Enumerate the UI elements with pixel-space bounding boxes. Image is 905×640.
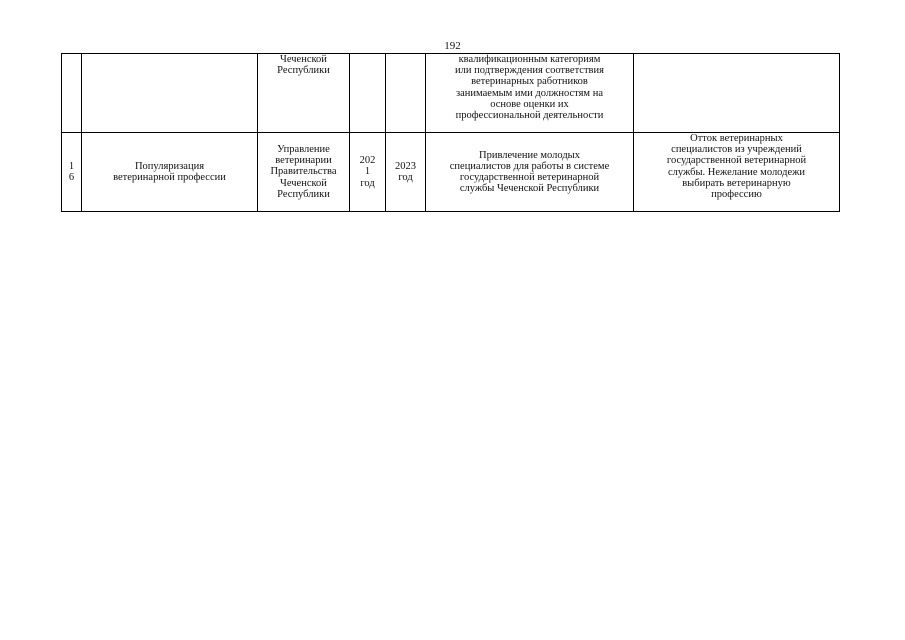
executor-line: Республики bbox=[277, 188, 330, 200]
executor-line: Правительства bbox=[270, 166, 337, 178]
end-year-cell bbox=[386, 54, 426, 133]
executor-line: ветеринарии bbox=[275, 155, 332, 167]
executor-line: Республики bbox=[277, 65, 330, 77]
start-year-line: 202 bbox=[359, 155, 376, 167]
result-line: специалистов для работы в системе bbox=[449, 160, 610, 172]
risk-line: государственной ветеринарной bbox=[666, 155, 807, 167]
executor-cell bbox=[258, 133, 350, 212]
start-year-cell bbox=[350, 133, 386, 212]
measure-name-cell bbox=[82, 133, 258, 212]
result-line: профессиональной деятельности bbox=[455, 110, 604, 122]
risk-line: выбирать ветеринарную bbox=[682, 177, 791, 189]
executor-line: Чеченской bbox=[280, 54, 327, 65]
executor-line: Чеченской bbox=[280, 177, 327, 189]
row-number-cell bbox=[62, 54, 82, 133]
expected-result-cell bbox=[426, 54, 634, 133]
row-number-line: 6 bbox=[68, 172, 75, 183]
result-line: занимаемым ими должностям на bbox=[456, 87, 603, 99]
risk-line: профессию bbox=[711, 189, 762, 201]
end-year-line: 2023 bbox=[395, 160, 416, 172]
executor-line: Управление bbox=[277, 143, 330, 155]
risk-cell bbox=[634, 54, 840, 133]
result-line: службы Чеченской Республики bbox=[459, 183, 600, 195]
start-year-cell bbox=[350, 54, 386, 133]
expected-result-cell bbox=[426, 133, 634, 212]
result-line: ветеринарных работников bbox=[471, 76, 588, 88]
result-line: основе оценки их bbox=[490, 98, 569, 110]
start-year-line: год bbox=[360, 177, 375, 189]
start-year-line: 1 bbox=[364, 166, 371, 178]
result-line: государственной ветеринарной bbox=[459, 172, 600, 183]
page-number: 192 bbox=[444, 40, 461, 52]
measure-name-line: ветеринарной профессии bbox=[113, 172, 226, 183]
measure-name-cell bbox=[82, 54, 258, 133]
row-number-line: 1 bbox=[68, 160, 75, 172]
executor-cell bbox=[258, 54, 350, 133]
table-row bbox=[62, 133, 840, 212]
risk-line: службы. Нежелание молодежи bbox=[667, 166, 806, 178]
result-line: Привлечение молодых bbox=[479, 149, 580, 161]
risk-line: специалистов из учреждений bbox=[671, 144, 802, 156]
end-year-line: год bbox=[398, 172, 413, 183]
measure-name-line: Популяризация bbox=[134, 160, 205, 172]
result-line: квалификационным категориям bbox=[458, 54, 601, 65]
result-line: или подтверждения соответствия bbox=[455, 65, 604, 77]
risk-line: Отток ветеринарных bbox=[690, 133, 783, 144]
end-year-cell bbox=[386, 133, 426, 212]
row-number-cell bbox=[62, 133, 82, 212]
risk-cell bbox=[634, 133, 840, 212]
measures-table bbox=[61, 53, 840, 212]
table-row bbox=[62, 54, 840, 133]
